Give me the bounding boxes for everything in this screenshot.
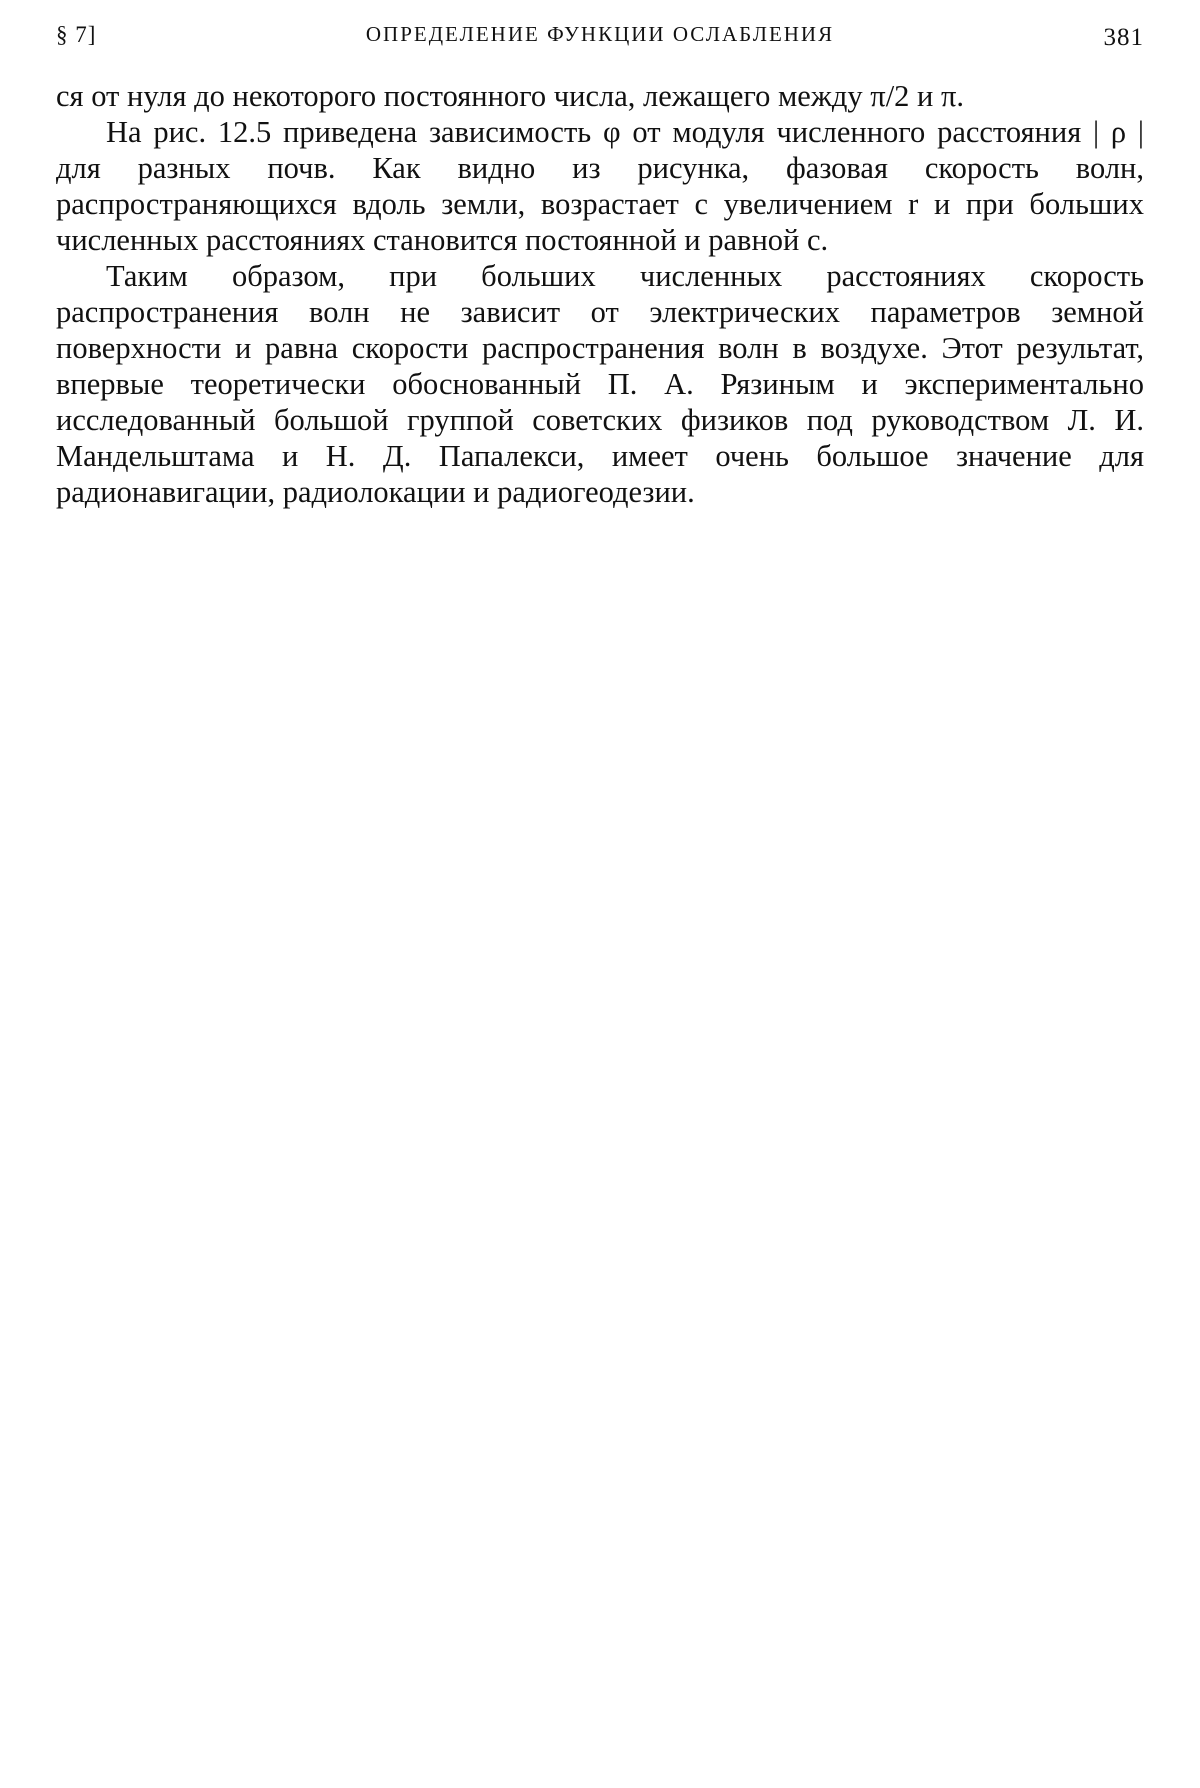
section-marker: § 7] [56, 22, 97, 47]
running-head [56, 22, 1144, 56]
book-page [56, 22, 1144, 510]
chapter-title: ОПРЕДЕЛЕНИЕ ФУНКЦИИ ОСЛАБЛЕНИЯ [365, 22, 835, 46]
paragraph-continuation: ся от нуля до некоторого постоянного числа, лежащего между π/2 и π. [56, 79, 965, 113]
page-number: 381 [1103, 24, 1144, 51]
body-text [56, 78, 1144, 510]
paragraph-conclusion: Таким образом, при больших численных расстояниях скорость распространения волн не зависит от электрических параметров земной поверхности и равна скорости распространения волн в воздухе. Этот результат, впервые теоретически обоснованный П. А. Рязиным и экспериментально исследованный большой группой советских физиков под руководством Л. И. Мандельштама и Н. Д. Папалекси, имеет очень большое значение для радионавигации, радиолокации и радиогеодезии. [56, 259, 1144, 509]
paragraph-phase-velocity: На рис. 12.5 приведена зависимость φ от модуля численного расстояния | ρ | для разных почв. Как видно из рисунка, фазовая скорость волн, распространяющихся вдоль земли, возрастает с увеличением r и при больших численных расстояниях становится постоянной и равной c. [56, 115, 1144, 257]
